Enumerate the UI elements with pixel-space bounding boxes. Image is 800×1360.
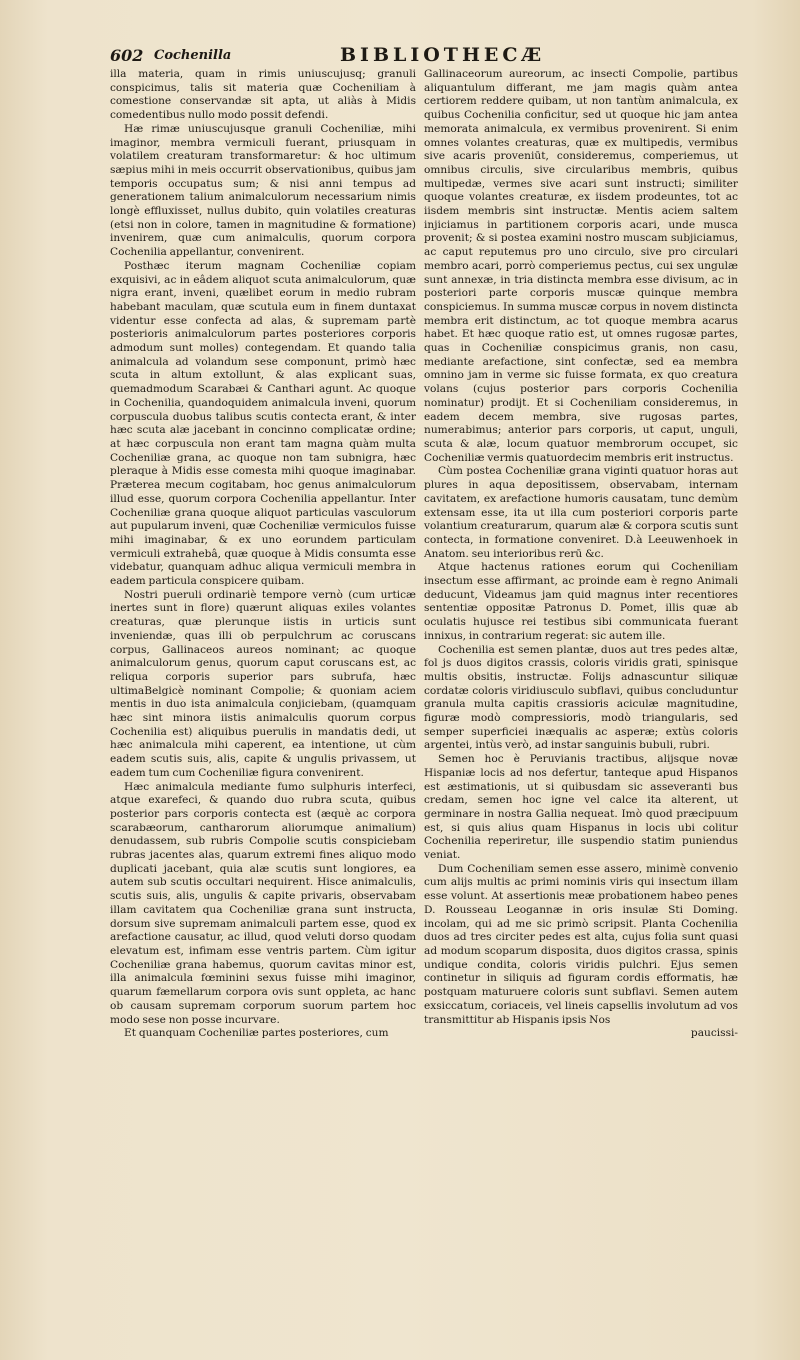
paragraph: Semen hoc è Peruvianis tractibus, alijsque novæ Hispaniæ locis ad nos defertur, tanteque apud Hispanos est æstimationis, ut si quibusdam sic asseveranti bus credam, semen hoc igne vel calce ita alterent, ut germinare in nostra Gallia nequeat. Imò quod præcipuum est, si quis alius quam Hispanus in locis ubi colitur Cochenilia reperiretur, ille suspendio statim puniendus veniat.: [424, 753, 738, 862]
paragraph: Cùm postea Cocheniliæ grana viginti quatuor horas aut plures in aqua depositissem, observabam, internam cavitatem, ex arefactione humoris causatam, tunc demùm extensam esse, ita ut illa cum posteriori corporis parte volantium creaturarum, quarum alæ & corpora scutis sunt contecta, in formatione conveniret. D.à Leeuwenhoek in Anatom. seu interioribus rerū &c.: [424, 465, 738, 560]
paragraph: Nostri pueruli ordinariè tempore vernò (cum urticæ inertes sunt in flore) quærunt aliquas exiles volantes creaturas, quæ plerunque iistis in urticis sunt inveniendæ, quas illi ob perpulchrum ac coruscans corpus, Gallinaceos aureos nominant; ac quoque animalculorum genus, quorum caput coruscans est, ac reliqua corporis superior pars subrufa, hæc ultimaBelgicè nominant Compolie; & quoniam aciem mentis in duo ista animalcula conjiciebam, (quamquam hæc sint minora iistis animalculis quorum corpus Cochenilia est) aliquibus puerulis in mandatis dedi, ut hæc animalcula mihi caperent, ea intentione, ut cùm eadem scutis suis, alis, capite & ungulis privassem, ut eadem tum cum Cocheniliæ figura convenirent.: [110, 588, 416, 779]
paragraph: Hæ rimæ uniuscujusque granuli Cocheniliæ, mihi imaginor, membra vermiculi fuerant, priusquam in volatilem creaturam transformaretur: & hoc ultimum sæpius mihi in meis occurrit observationibus, quibus jam temporis occupatus sum; & nisi anni tempus ad generationem talium animalculorum necessarium nimis longè effluxisset, nullus dubito, quin volatiles creaturas (etsi non in colore, tamen in magnitudine & formatione) invenirem, quæ cum animalculis, quorum corpora Cochenilia appellantur, convenirent.: [110, 122, 416, 259]
paragraph: Posthæc iterum magnam Cocheniliæ copiam exquisivi, ac in eâdem aliquot scuta animalculorum, quæ nigra erant, inveni, quælibet eorum in medio rubram habebant maculam, quæ scutula eum in finem duntaxat videntur esse confecta ad alas, & supremam partè posterioris animalculorum partes posteriores corporis admodum sunt molles) contegendam. Et quando talia animalcula ad volandum sese componunt, primò hæc scuta in altum extollunt, & alas explicant suas, quemadmodum Scarabæi & Canthari agunt. Ac quoque in Cochenilia, quandoquidem animalcula inveni, quorum corpuscula duobus talibus scutis contecta erant, & inter hæc scuta alæ jacebant in concinno complicatæ ordine; at hæc corpuscula non erant tam magna quàm multa Cocheniliæ grana, ac quoque non tam subnigra, hæc pleraque à Midis esse comesta mihi quoque imaginabar. Præterea mecum cogitabam, hoc genus animalculorum illud esse, quorum corpora Cochenilia appellantur. Inter Cocheniliæ grana quoque aliquot particulas vasculorum aut pupularum inveni, quæ Cocheniliæ vermiculos fuisse mihi imaginabar, & ex uno eorundem particulam vermiculi extrahebâ, quæ quoque à Midis consumta esse videbatur, quanquam adhuc aliqua vermiculi membra in eadem particula conspicere quibam.: [110, 259, 416, 588]
right-column: [424, 68, 738, 1041]
left-column: [110, 68, 416, 1041]
paragraph: illa materia, quam in rimis uniuscujusq; granuli conspicimus, talis sit materia quæ Cocheniliam à comestione conservandæ sit apta, ut aliàs à Midis comedentibus nullo modo possit defendi.: [110, 68, 416, 122]
page-number: 602: [110, 46, 144, 65]
paragraph: Gallinaceorum aureorum, ac insecti Compolie, partibus aliquantulum differant, me jam magis quàm antea certiorem reddere quibam, ut non tantùm animalcula, ex quibus Cochenilia conficitur, sed ut quoque hic jam antea memorata animalcula, ex vermibus provenirent. Si enim omnes volantes creaturas, quæ ex multipedis, vermibus sive acaris proveniūt, consideremus, comperiemus, ut omnibus circulis, sive circularibus membris, quibus multipedæ, vermes sive acari sunt instructi; similiter quoque volantes creaturæ, ex iisdem prodeuntes, tot ac iisdem membris sint instructæ. Mentis aciem saltem injiciamus in partitionem corporis acari, unde musca provenit; & si postea examini nostro muscam subjiciamus, ac caput reputemus pro uno circulo, sive pro circulari membro acari, porrò comperiemus pectus, cui sex ungulæ sunt annexæ, in tria distincta membra esse divisum, ac in posteriori parte corporis muscæ quinque membra conspiciemus. In summa muscæ corpus in novem distincta membra erit distinctum, ac tot quoque membra acarus habet. Et hæc quoque ratio est, ut omnes rugosæ partes, quas in Cocheniliæ conspicimus granis, non casu, mediante arefactione, sint confectæ, sed ea membra omnino jam in verme sic fuisse formata, ex quo creatura volans (cujus posterior pars corporis Cochenilia nominatur) prodijt. Et si Cocheniliam consideremus, in eadem decem membra, sive rugosas partes, numerabimus; anterior pars corporis, ut caput, unguli, scuta & alæ, locum quatuor membrorum occupet, sic Cocheniliæ vermis quatuordecim membris erit instructus.: [424, 68, 738, 464]
paragraph: Hæc animalcula mediante fumo sulphuris interfeci, atque exarefeci, & quando duo rubra scuta, quibus posterior pars corporis contecta est (æquè ac corpora scarabæorum, cantharorum aliorumque animalium) denudassem, sub rubris Compolie scutis conspiciebam rubras jacentes alas, quarum extremi fines aliquo modo duplicati jacebant, quia alæ scutis sunt longiores, ea autem sub scutis occultari nequirent. Hisce animalculis, scutis suis, alis, ungulis & capite privaris, observabam illam cavitatem qua Cocheniliæ grana sunt instructa, dorsum sive supremam animalculi partem esse, quod ex arefactione causatur, ac illud, quod veluti dorso quodam elevatum est, infimam esse ventris partem. Cùm igitur Cocheniliæ grana habemus, quorum cavitas minor est, illa animalcula fœminini sexus fuisse mihi imaginor, quarum fæmellarum corpora ovis sunt oppleta, ac hanc ob causam supremam corporum suorum partem hoc modo sese non posse incurvare.: [110, 780, 416, 1026]
paragraph: Et quanquam Cocheniliæ partes posteriores, cum: [124, 1027, 389, 1040]
paragraph: Atque hactenus rationes eorum qui Cocheniliam insectum esse affirmant, ac proinde eam è regno Animali deducunt, Videamus jam quid magnus inter recentiores sententiæ oppositæ Patronus D. Pomet, illis quæ ab oculatis hujusce rei testibus sibi communicata fuerant innixus, in contrarium regerat: sic autem ille.: [424, 561, 738, 642]
running-title: BIBLIOTHECÆ: [340, 44, 546, 66]
paragraph: Cochenilia est semen plantæ, duos aut tres pedes altæ, fol js duos digitos crassis, coloris viridis grati, spinisque multis obsitis, instructæ. Folijs adnascuntur siliquæ cordatæ coloris viridiusculo subflavi, quibus concluduntur granula multa capitis crassioris aciculæ magnitudine, figuræ modò compressioris, modò triangularis, sed semper superficiei inæqualis ac asperæ; extùs coloris argentei, intùs verò, ad instar sanguinis bubuli, rubri.: [424, 643, 738, 752]
paragraph: Dum Cocheniliam semen esse assero, minimè convenio cum alijs multis ac primi nominis viris qui insectum illam esse volunt. At assertionis meæ probationem habeo penes D. Rousseau Leogannæ in oris insulæ Sti Doming. incolam, qui ad me sic primò scripsit. Planta Cochenilia duos ad tres circiter pedes est alta, cujus folia sunt quasi ad modum scoparum disposita, duos digitos crassa, spinis undique condita, coloris viridis pulchri. Ejus semen continetur in siliquis ad figuram cordis efformatis, hæ postquam maturuere coloris sunt subflavi. Semen autem exsiccatum, coriaceis, vel lineis capsellis involutum ad vos transmittitur ab Hispanis ipsis Nos: [424, 862, 738, 1026]
catchword: paucissi-: [690, 1027, 738, 1040]
marginal-note: Cochenilla: [154, 48, 232, 63]
